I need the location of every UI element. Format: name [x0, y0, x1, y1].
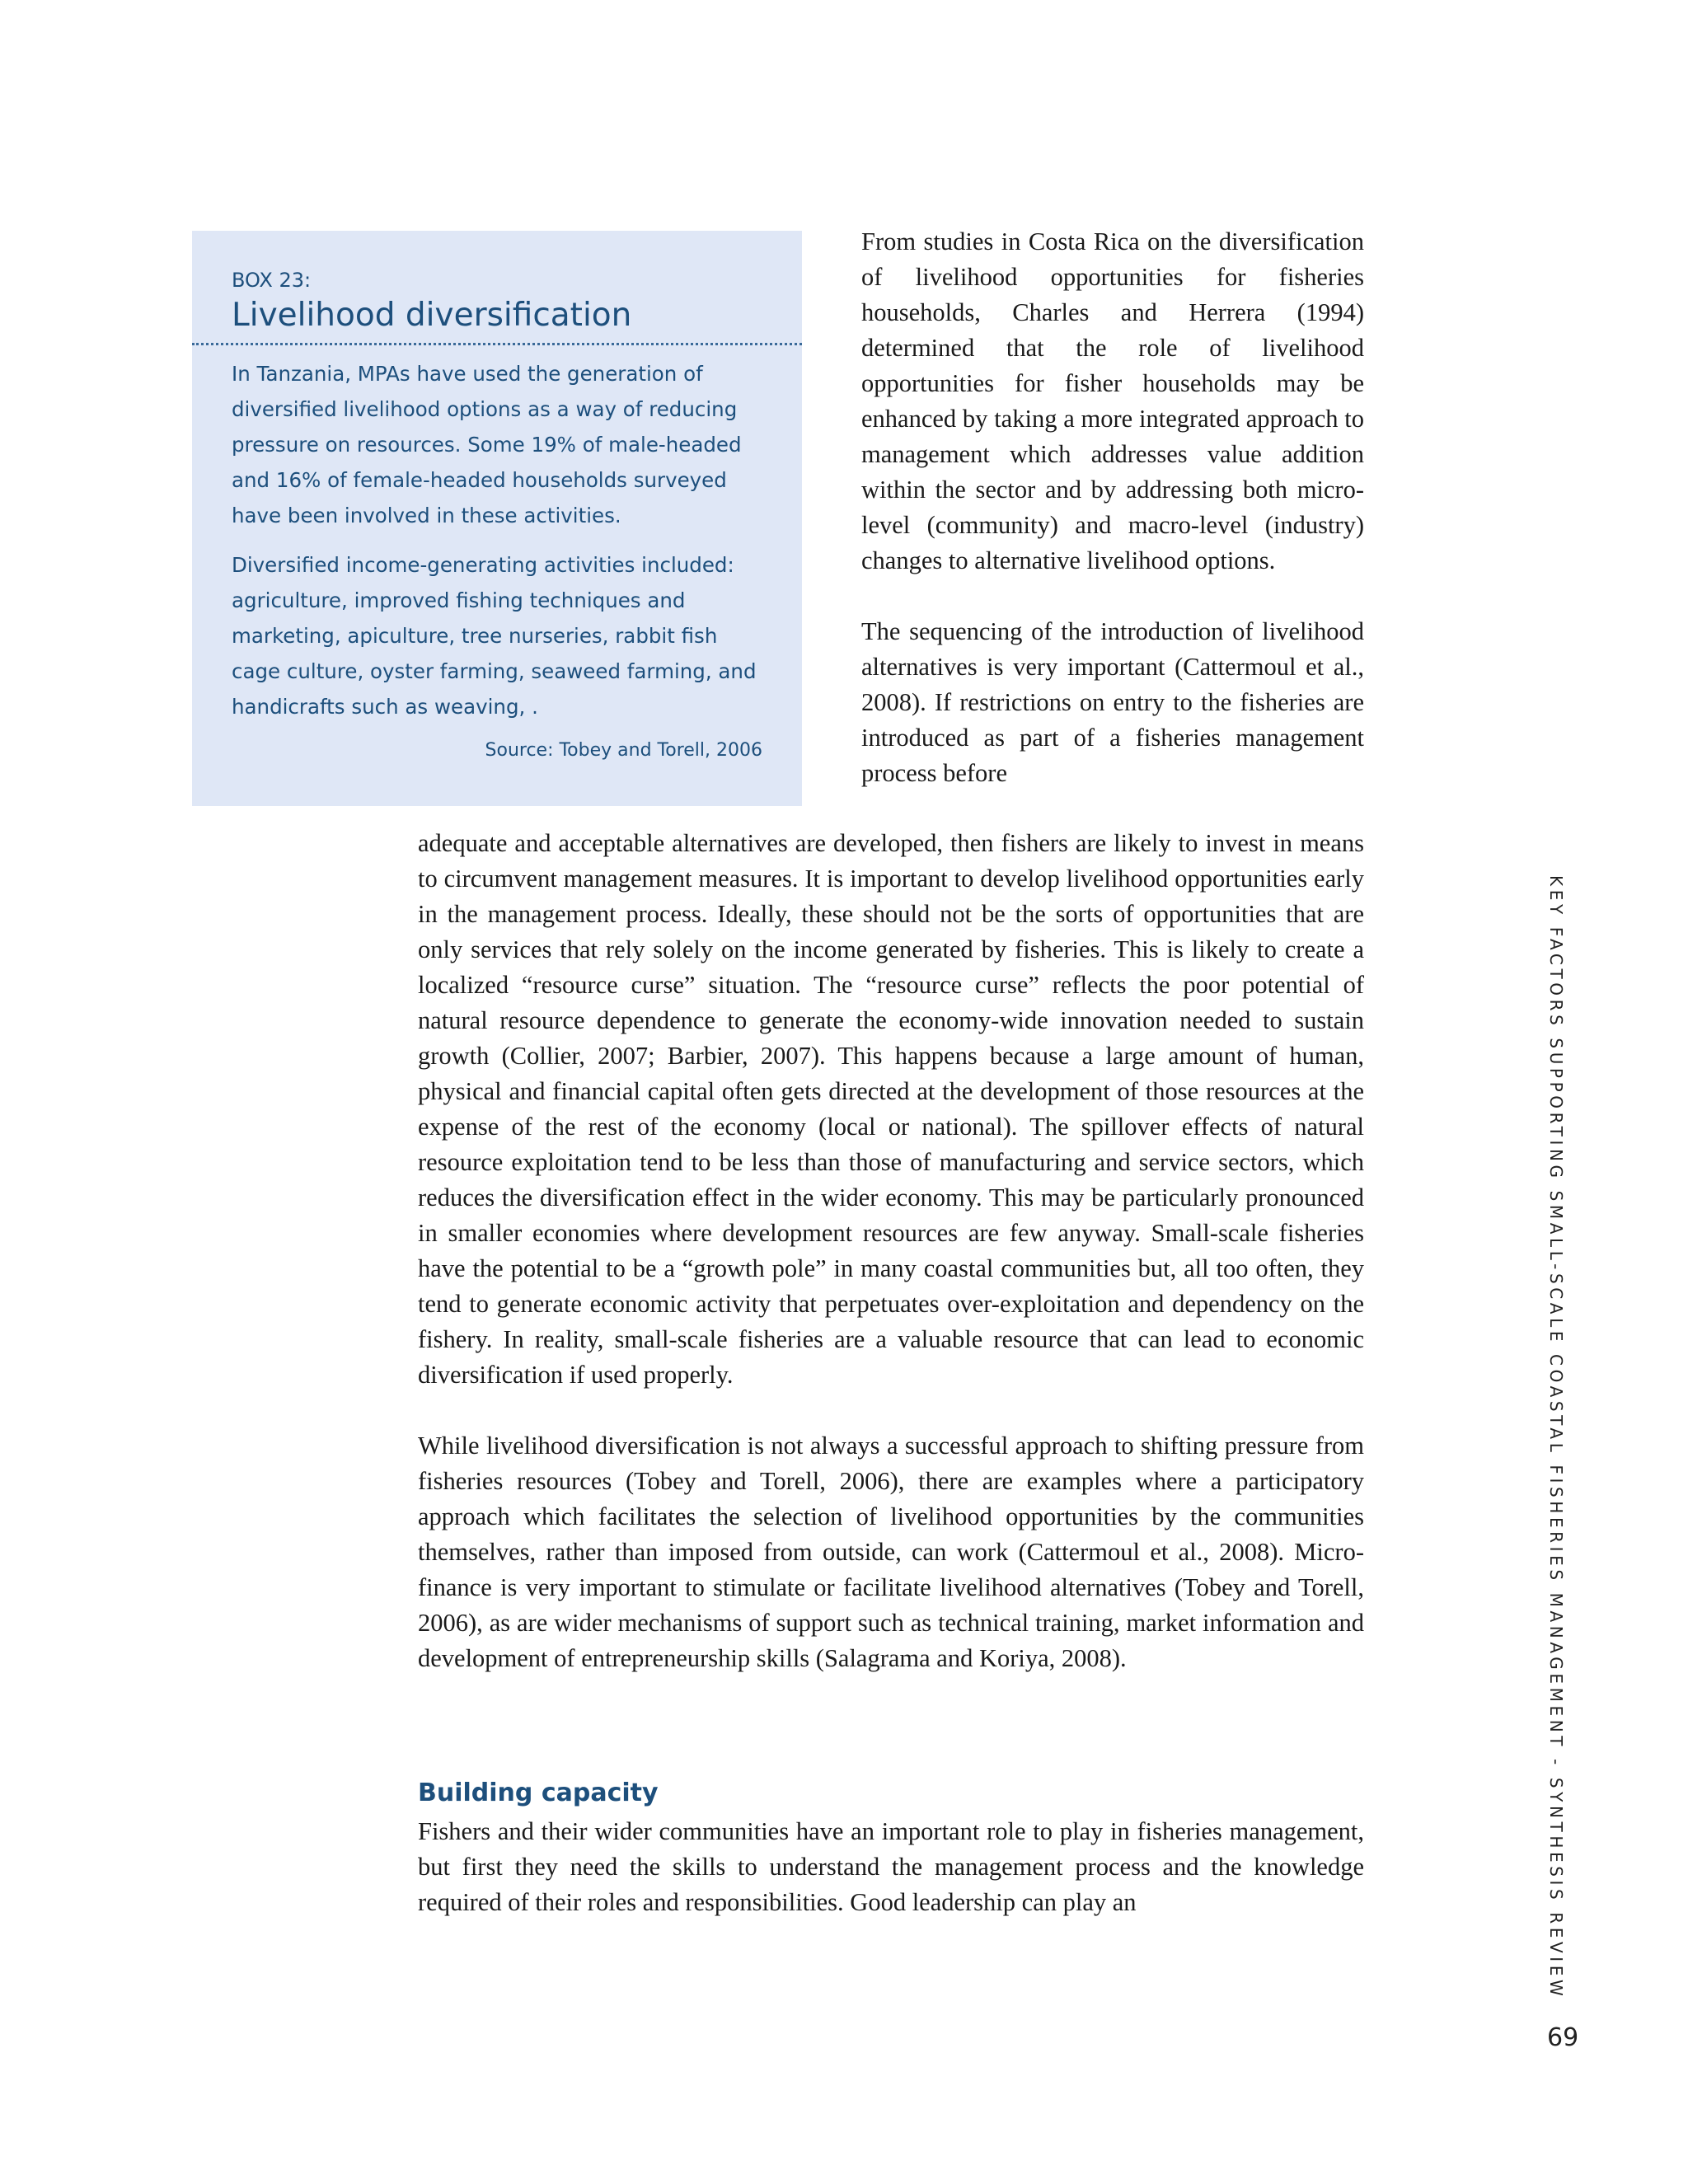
page-number: 69: [1547, 2023, 1579, 2052]
paragraph-sequencing-start: The sequencing of the introduction of livelihood alternatives is very important (Cattermoul et al., 2008). If restrictions on entry to the fisheries are introduced as part of a fisheries management process before: [861, 617, 1364, 787]
column-text: [861, 224, 1364, 791]
box-line: agriculture, improved fishing techniques and: [232, 588, 686, 612]
box-divider: [192, 343, 802, 345]
paragraph-costa-rica: From studies in Costa Rica on the diversification of livelihood opportunities for fisheries households, Charles and Herrera (1994) determined that the role of livelihood opportunities for fisher households may be enhanced by taking a more integrated approach to management which addresses value addition within the sector and by addressing both micro-level (community) and macro-level (industry) changes to alternative livelihood options.: [861, 227, 1364, 574]
box-line: pressure on resources. Some 19% of male-headed: [232, 433, 742, 457]
paragraph-sequencing-continued: adequate and acceptable alternatives are developed, then fishers are likely to invest in means to circumvent management measures. It is important to develop livelihood opportunities early in the management process. Ideally, these should not be the sorts of opportunities that are only services that rely solely on the income generated by fisheries. This is likely to create a localized “resource curse” situation. The “resource curse” reflects the poor potential of natural resource dependence to generate the economy-wide innovation needed to sustain growth (Collier, 2007; Barbier, 2007). This happens because a large amount of human, physical and financial capital often gets directed at the development of those resources at the expense of the rest of the economy (local or national). The spillover effects of natural resource exploitation tend to be less than those of manufacturing and service sectors, which reduces the diversification effect in the wider economy. This may be particularly pronounced in smaller economies where development resources are few anyway. Small-scale fisheries have the potential to be a “growth pole” in many coastal communities but, all too often, they tend to generate economic activity that perpetuates over-exploitation and dependency on the fishery. In reality, small-scale fisheries are a valuable resource that can lead to economic diversification if used properly.: [418, 829, 1364, 1389]
box-line: handicrafts such as weaving, .: [232, 695, 538, 719]
box-source: Source: Tobey and Torell, 2006: [485, 740, 762, 761]
paragraph-livelihood-diversification: While livelihood diversification is not always a successful approach to shifting pressure from fisheries resources (Tobey and Torell, 2006), there are examples where a participatory approach which facilitates the selection of livelihood opportunities by the communities themselves, rather than imposed from outside, can work (Cattermoul et al., 2008). Micro-finance is very important to stimulate or facilitate livelihood alternatives (Tobey and Torell, 2006), as are wider mechanisms of support such as technical training, market information and development of entrepreneurship skills (Salagrama and Koriya, 2008).: [418, 1432, 1364, 1672]
full-width-text: [418, 826, 1364, 1676]
box-paragraph-1: [232, 356, 776, 533]
box-label: BOX 23:: [232, 269, 312, 292]
box-line: diversified livelihood options as a way of reducing: [232, 397, 738, 421]
section-heading-building-capacity: Building capacity: [418, 1779, 659, 1807]
box-line: Diversified income-generating activities included:: [232, 553, 734, 577]
box-line: have been involved in these activities.: [232, 504, 621, 527]
box-line: cage culture, oyster farming, seaweed farming, and: [232, 659, 757, 683]
box-title: Livelihood diversification: [232, 297, 632, 334]
box-paragraph-2: [232, 547, 776, 724]
box-line: In Tanzania, MPAs have used the generation of: [232, 362, 703, 386]
box-23: [192, 231, 802, 806]
box-line: marketing, apiculture, tree nurseries, rabbit fish: [232, 624, 718, 648]
paragraph-building-capacity: Fishers and their wider communities have an important role to play in fisheries management, but first they need the skills to understand the management process and the knowledge required of their roles and responsibilities. Good leadership can play an: [418, 1817, 1364, 1916]
building-capacity-text: [418, 1814, 1364, 1920]
box-line: and 16% of female-headed households surveyed: [232, 468, 727, 492]
